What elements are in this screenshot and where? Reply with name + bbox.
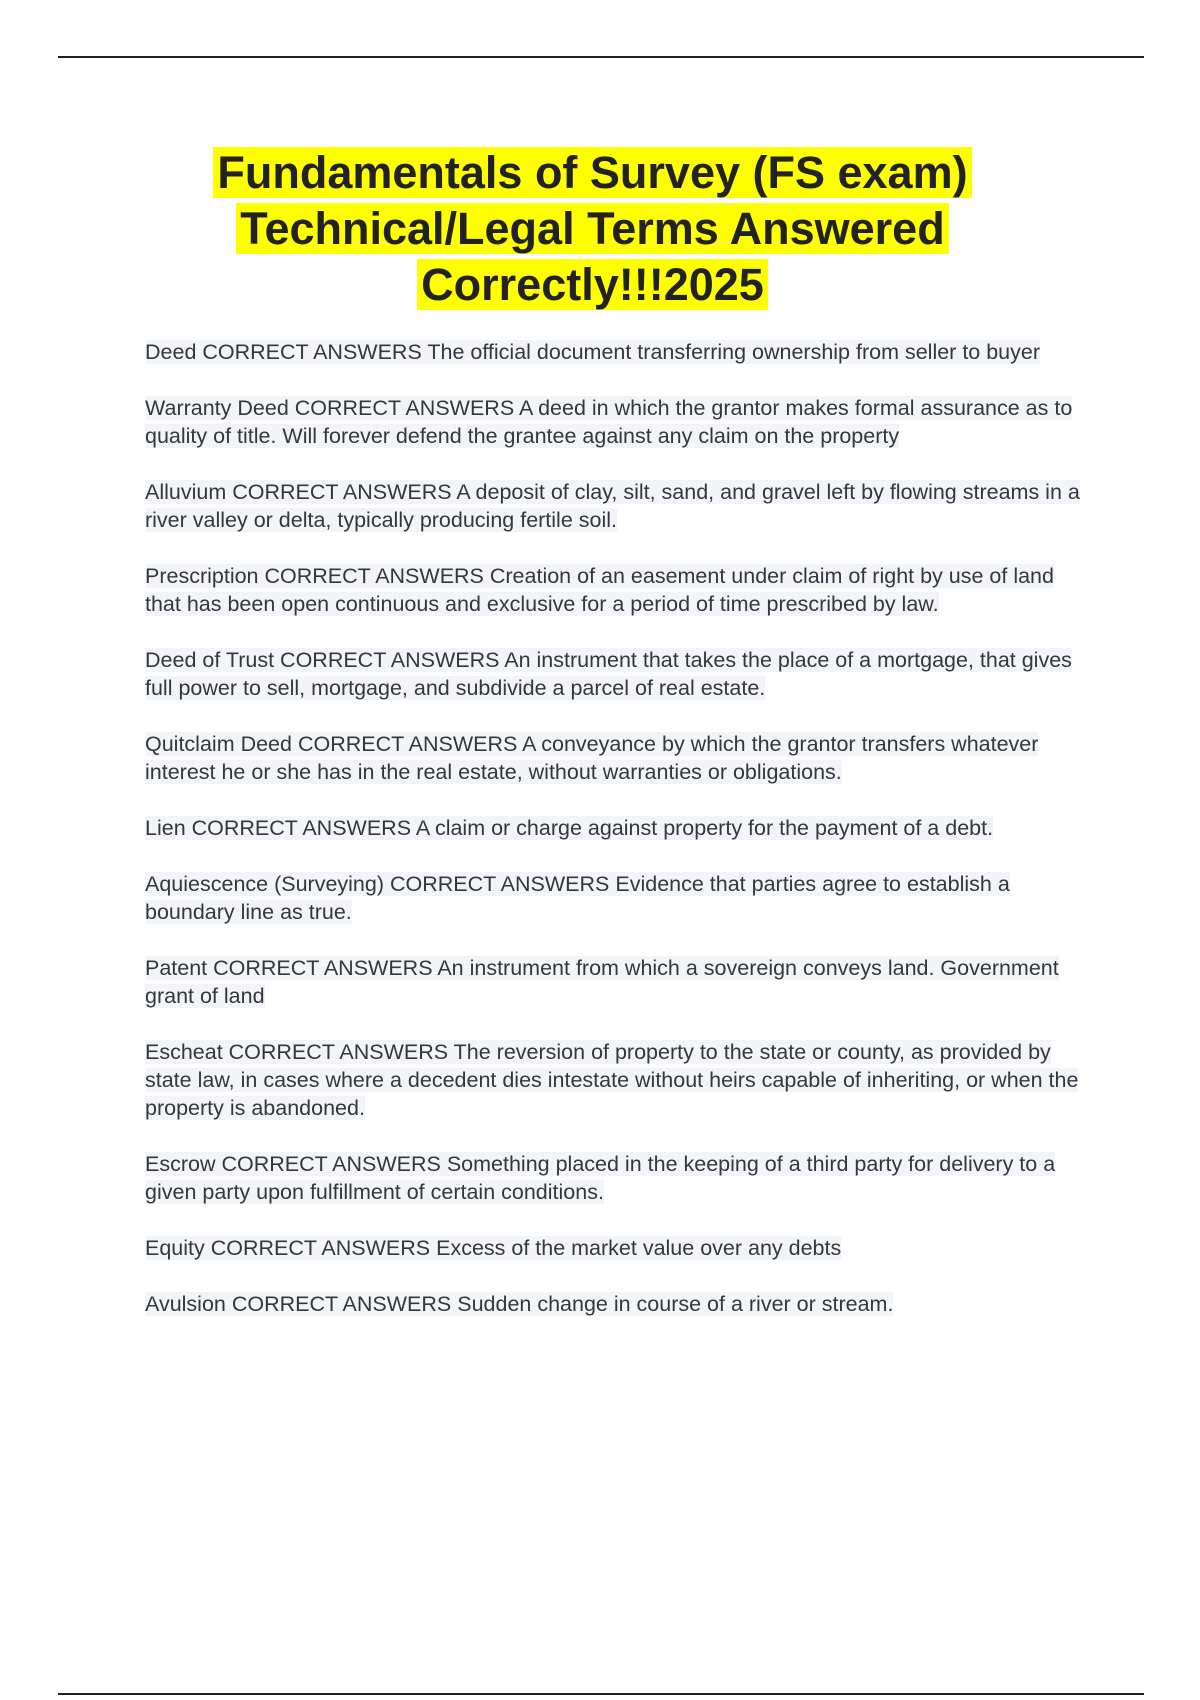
term-text: Avulsion CORRECT ANSWERS Sudden change in course of a river or stream. xyxy=(145,1292,894,1316)
term-entry-escrow xyxy=(145,1150,1095,1206)
term-text: Prescription CORRECT ANSWERS Creation of an easement under claim of right by use of land that has been open continuous and exclusive for a period of time prescribed by law. xyxy=(145,564,1054,616)
title-line-2: Technical/Legal Terms Answered xyxy=(236,203,948,254)
bottom-rule xyxy=(58,1693,1144,1695)
term-entry-quitclaim-deed xyxy=(145,730,1095,786)
top-rule xyxy=(58,56,1144,58)
terms-list xyxy=(145,338,1095,1346)
term-entry-escheat xyxy=(145,1038,1095,1122)
term-entry-aquiescence xyxy=(145,870,1095,926)
term-entry-prescription xyxy=(145,562,1095,618)
term-entry-lien xyxy=(145,814,1095,842)
term-text: Deed of Trust CORRECT ANSWERS An instrument that takes the place of a mortgage, that gives full power to sell, mortgage, and subdivide a parcel of real estate. xyxy=(145,648,1072,700)
term-entry-alluvium xyxy=(145,478,1095,534)
term-entry-deed xyxy=(145,338,1095,366)
term-entry-avulsion xyxy=(145,1290,1095,1318)
term-text: Escrow CORRECT ANSWERS Something placed in the keeping of a third party for delivery to a given party upon fulfillment of certain conditions. xyxy=(145,1152,1056,1204)
term-entry-equity xyxy=(145,1234,1095,1262)
term-text: Aquiescence (Surveying) CORRECT ANSWERS Evidence that parties agree to establish a boundary line as true. xyxy=(145,872,1010,924)
document-title xyxy=(130,145,1055,313)
term-text: Patent CORRECT ANSWERS An instrument from which a sovereign conveys land. Government grant of land xyxy=(145,956,1059,1008)
term-text: Escheat CORRECT ANSWERS The reversion of property to the state or county, as provided by state law, in cases where a decedent dies intestate without heirs capable of inheriting, or when the property is abandoned. xyxy=(145,1040,1079,1120)
term-text: Warranty Deed CORRECT ANSWERS A deed in which the grantor makes formal assurance as to quality of title. Will forever defend the grantee against any claim on the property xyxy=(145,396,1073,448)
term-entry-deed-of-trust xyxy=(145,646,1095,702)
term-entry-warranty-deed xyxy=(145,394,1095,450)
term-text: Lien CORRECT ANSWERS A claim or charge against property for the payment of a debt. xyxy=(145,816,994,840)
term-text: Quitclaim Deed CORRECT ANSWERS A conveyance by which the grantor transfers whatever interest he or she has in the real estate, without warranties or obligations. xyxy=(145,732,1039,784)
title-line-3: Correctly!!!2025 xyxy=(417,259,768,310)
term-text: Alluvium CORRECT ANSWERS A deposit of clay, silt, sand, and gravel left by flowing streams in a river valley or delta, typically producing fertile soil. xyxy=(145,480,1080,532)
title-line-1: Fundamentals of Survey (FS exam) xyxy=(213,147,971,198)
term-text: Deed CORRECT ANSWERS The official document transferring ownership from seller to buyer xyxy=(145,340,1041,364)
term-text: Equity CORRECT ANSWERS Excess of the market value over any debts xyxy=(145,1236,842,1260)
term-entry-patent xyxy=(145,954,1095,1010)
